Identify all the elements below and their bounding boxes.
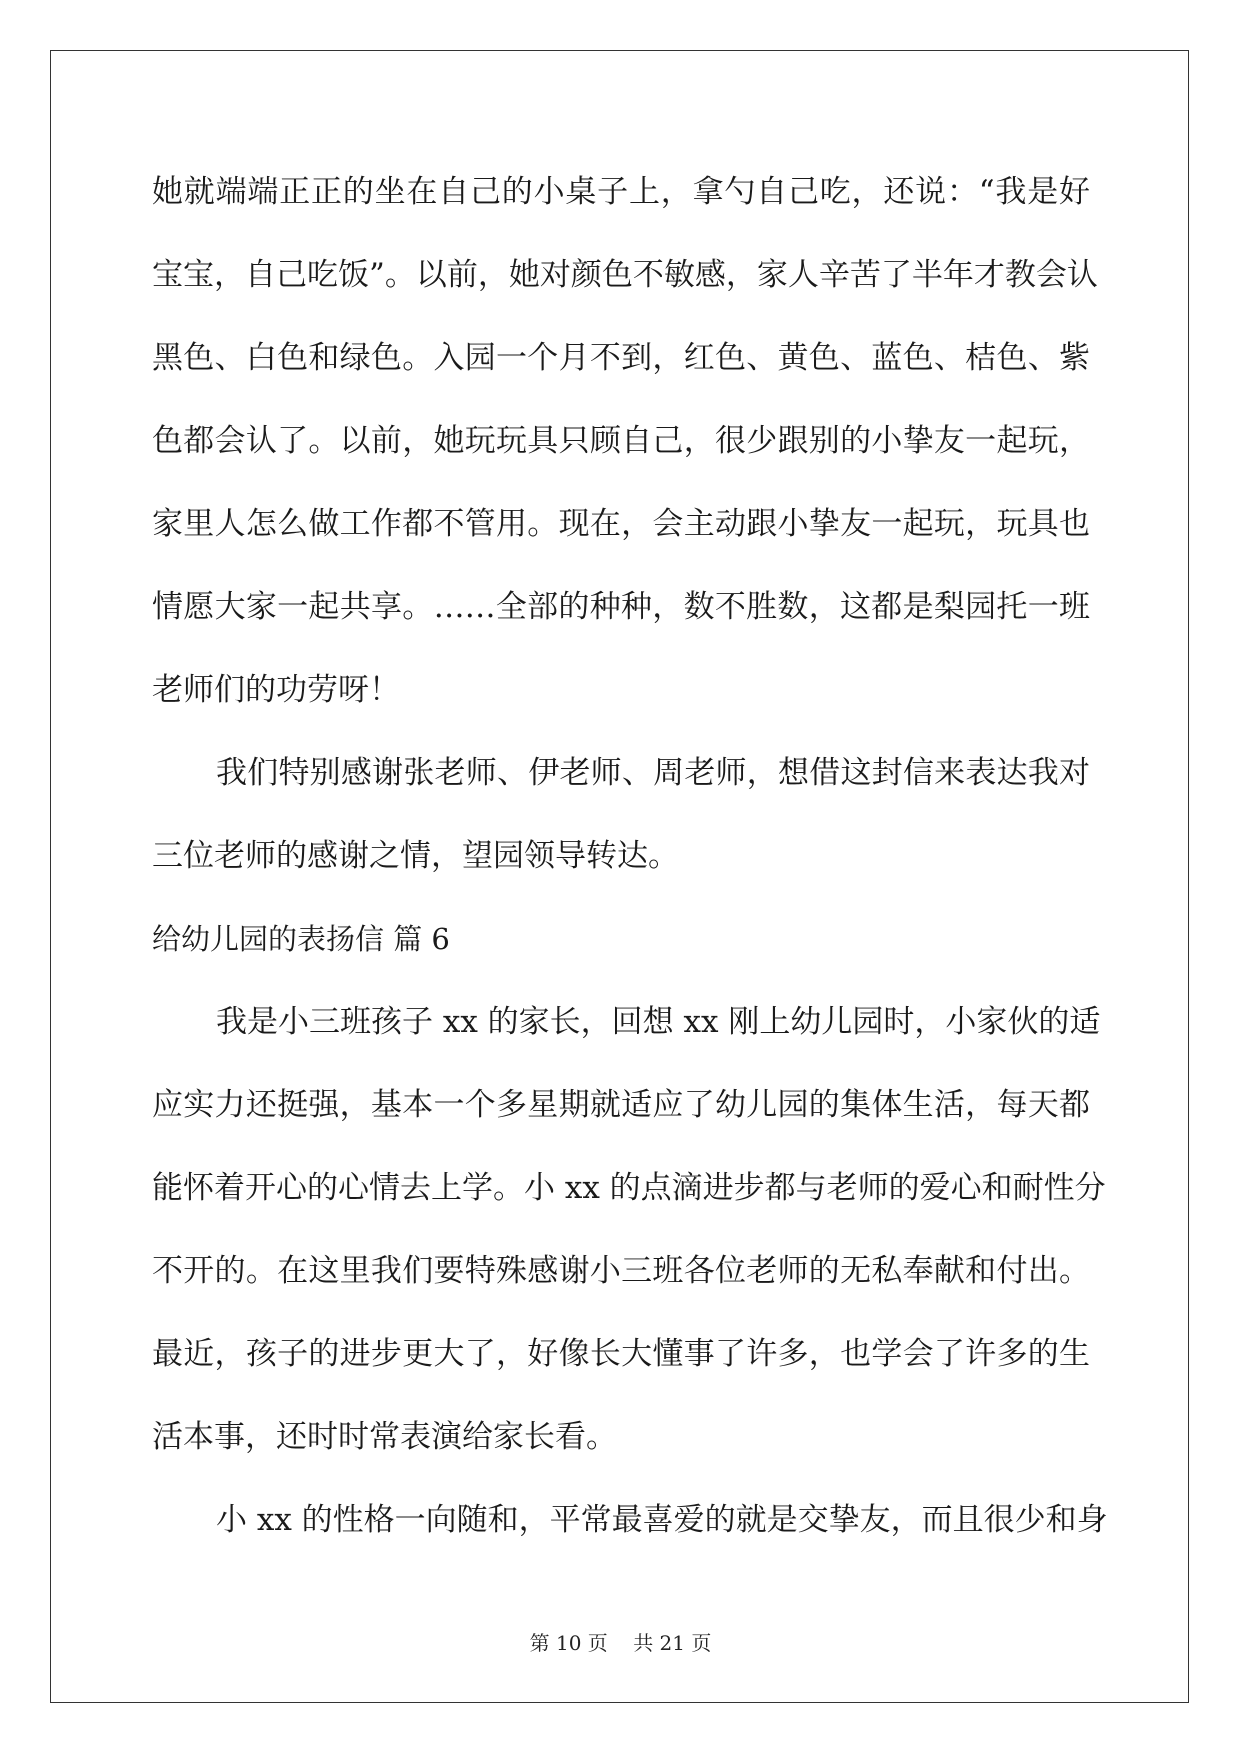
text-line: 能怀着开心的心情去上学。小 xx 的点滴进步都与老师的爱心和耐性分 xyxy=(152,1170,1106,1206)
text-line: 家里人怎么做工作都不管用。现在，会主动跟小挚友一起玩，玩具也 xyxy=(152,506,1090,542)
text-line: 三位老师的感谢之情，望园领导转达。 xyxy=(152,838,679,874)
text-line: 她就端端正正的坐在自己的小桌子上，拿勺自己吃，还说：“我是好 xyxy=(152,174,1090,210)
text-line: 情愿大家一起共享。……全部的种种，数不胜数，这都是梨园托一班 xyxy=(152,589,1090,625)
section-heading: 给幼儿园的表扬信 篇 6 xyxy=(152,922,450,956)
page-number-footer xyxy=(0,1627,1241,1656)
document-body xyxy=(152,160,1108,1571)
text-line: 色都会认了。以前，她玩玩具只顾自己，很少跟别的小挚友一起玩， xyxy=(152,423,1090,459)
text-line: 宝宝，自己吃饭”。以前，她对颜色不敏感，家人辛苦了半年才教会认 xyxy=(152,257,1098,293)
text-line: 小 xx 的性格一向随和，平常最喜爱的就是交挚友，而且很少和身 xyxy=(216,1502,1108,1538)
text-line: 不开的。在这里我们要特殊感谢小三班各位老师的无私奉献和付出。 xyxy=(152,1253,1090,1289)
text-line: 黑色、白色和绿色。入园一个月不到，红色、黄色、蓝色、桔色、紫 xyxy=(152,340,1090,376)
page-number-label: 第 10 页 共 21 页 xyxy=(529,1631,712,1655)
text-line: 我们特别感谢张老师、伊老师、周老师，想借这封信来表达我对 xyxy=(216,755,1090,791)
text-line: 活本事，还时时常表演给家长看。 xyxy=(152,1419,617,1455)
text-line: 应实力还挺强，基本一个多星期就适应了幼儿园的集体生活，每天都 xyxy=(152,1087,1090,1123)
text-line: 老师们的功劳呀！ xyxy=(152,672,400,708)
text-line: 我是小三班孩子 xx 的家长，回想 xx 刚上幼儿园时，小家伙的适 xyxy=(216,1004,1101,1040)
text-line: 最近，孩子的进步更大了，好像长大懂事了许多，也学会了许多的生 xyxy=(152,1336,1090,1372)
